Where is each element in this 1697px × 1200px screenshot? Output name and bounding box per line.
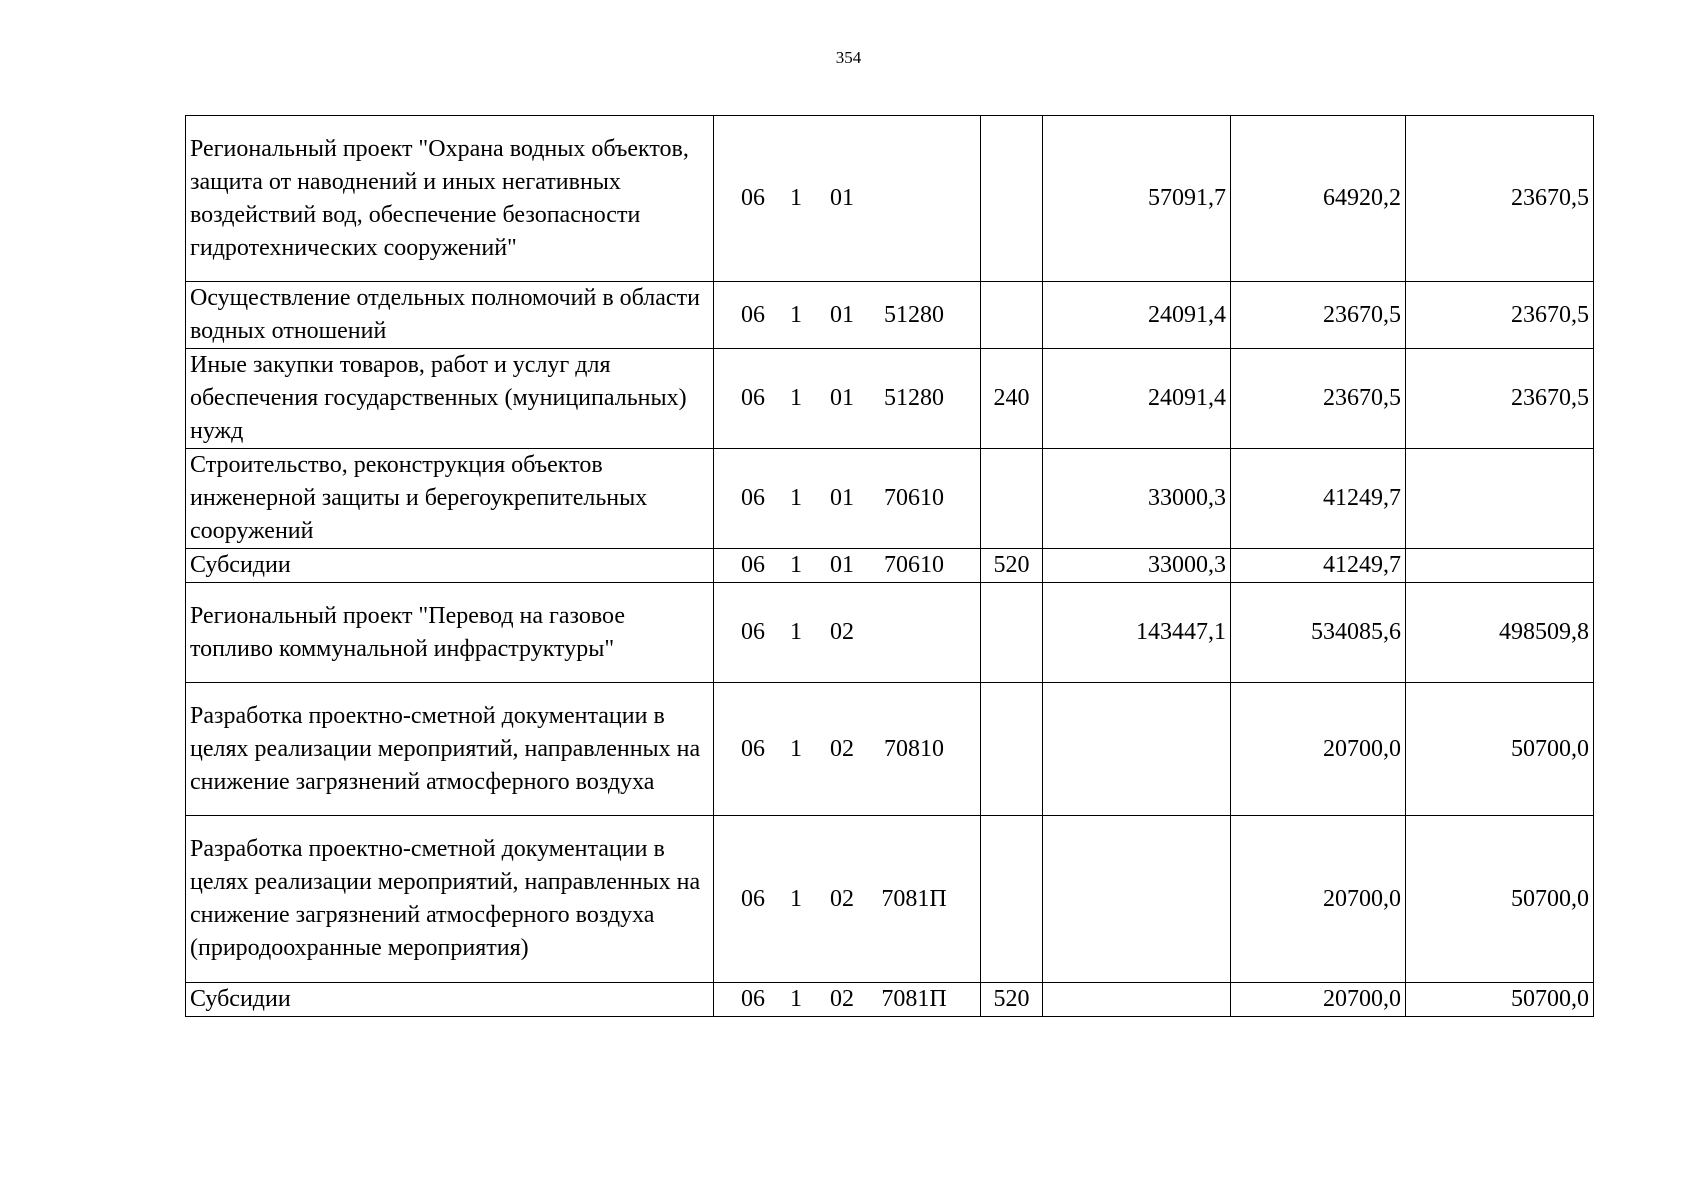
subprogram-code: 02	[830, 735, 854, 762]
amount-year-3: 498509,8	[1406, 583, 1594, 683]
amount-year-1: 33000,3	[1043, 549, 1231, 583]
amount-year-3: 50700,0	[1406, 983, 1594, 1017]
row-name: Осуществление отдельных полномочий в области водных отношений	[186, 282, 714, 349]
expense-type-code: 240	[981, 349, 1043, 449]
subprogram-code: 01	[830, 185, 854, 211]
amount-year-1: 24091,4	[1043, 282, 1231, 349]
expense-type-code	[981, 583, 1043, 683]
amount-year-2: 20700,0	[1231, 983, 1406, 1017]
section-code: 06	[741, 185, 765, 211]
row-codes	[714, 349, 981, 449]
row-codes	[714, 282, 981, 349]
program-code: 1	[790, 185, 802, 211]
direction-code: 70610	[884, 552, 944, 578]
section-code: 06	[741, 552, 765, 578]
table-row	[186, 449, 1594, 549]
subprogram-code: 01	[830, 552, 854, 578]
row-codes	[714, 449, 981, 549]
amount-year-2: 20700,0	[1231, 683, 1406, 816]
expense-type-code	[981, 282, 1043, 349]
table-row	[186, 116, 1594, 282]
amount-year-1	[1043, 816, 1231, 983]
amount-year-1: 24091,4	[1043, 349, 1231, 449]
subprogram-code: 01	[830, 385, 854, 411]
amount-year-3: 50700,0	[1406, 816, 1594, 983]
section-code: 06	[741, 735, 765, 762]
amount-year-2: 41249,7	[1231, 449, 1406, 549]
row-codes	[714, 983, 981, 1017]
subprogram-code: 01	[830, 485, 854, 511]
direction-code: 51280	[884, 385, 944, 411]
table-row	[186, 816, 1594, 983]
row-codes	[714, 816, 981, 983]
amount-year-3: 23670,5	[1406, 349, 1594, 449]
table-row	[186, 583, 1594, 683]
row-name: Разработка проектно-сметной документации в целях реализации мероприятий, направленных на снижение загрязнений атмосферного воздуха (природоохранные мероприятия)	[186, 816, 714, 983]
direction-code: 7081П	[881, 885, 947, 912]
row-codes	[714, 683, 981, 816]
program-code: 1	[790, 301, 802, 328]
row-name: Разработка проектно-сметной документации в целях реализации мероприятий, направленных на снижение загрязнений атмосферного воздуха	[186, 683, 714, 816]
program-code: 1	[790, 986, 802, 1012]
amount-year-1: 143447,1	[1043, 583, 1231, 683]
row-name: Строительство, реконструкция объектов инженерной защиты и берегоукрепительных сооружений	[186, 449, 714, 549]
row-name: Иные закупки товаров, работ и услуг для обеспечения государственных (муниципальных) нужд	[186, 349, 714, 449]
table-row	[186, 549, 1594, 583]
program-code: 1	[790, 552, 802, 578]
section-code: 06	[741, 619, 765, 645]
section-code: 06	[741, 986, 765, 1012]
table-row	[186, 282, 1594, 349]
section-code: 06	[741, 301, 765, 328]
table-row	[186, 683, 1594, 816]
section-code: 06	[741, 485, 765, 511]
amount-year-1: 33000,3	[1043, 449, 1231, 549]
row-codes	[714, 549, 981, 583]
subprogram-code: 02	[830, 986, 854, 1012]
expense-type-code: 520	[981, 549, 1043, 583]
amount-year-1	[1043, 683, 1231, 816]
row-codes	[714, 583, 981, 683]
amount-year-1	[1043, 983, 1231, 1017]
subprogram-code: 01	[830, 301, 854, 328]
direction-code: 70810	[884, 735, 944, 762]
row-name: Субсидии	[186, 549, 714, 583]
amount-year-2: 534085,6	[1231, 583, 1406, 683]
row-name: Региональный проект "Перевод на газовое топливо коммунальной инфраструктуры"	[186, 583, 714, 683]
amount-year-3: 50700,0	[1406, 683, 1594, 816]
amount-year-3: 23670,5	[1406, 282, 1594, 349]
program-code: 1	[790, 735, 802, 762]
page-number: 354	[835, 48, 862, 67]
direction-code: 51280	[884, 301, 944, 328]
program-code: 1	[790, 385, 802, 411]
amount-year-1: 57091,7	[1043, 116, 1231, 282]
row-codes	[714, 116, 981, 282]
budget-table	[185, 115, 1594, 1017]
amount-year-2: 23670,5	[1231, 282, 1406, 349]
amount-year-2: 20700,0	[1231, 816, 1406, 983]
amount-year-2: 64920,2	[1231, 116, 1406, 282]
table-row	[186, 983, 1594, 1017]
amount-year-3: 23670,5	[1406, 116, 1594, 282]
row-name: Субсидии	[186, 983, 714, 1017]
expense-type-code	[981, 816, 1043, 983]
table-row	[186, 349, 1594, 449]
amount-year-2: 23670,5	[1231, 349, 1406, 449]
direction-code: 7081П	[881, 986, 947, 1012]
subprogram-code: 02	[830, 885, 854, 912]
amount-year-3	[1406, 549, 1594, 583]
program-code: 1	[790, 619, 802, 645]
amount-year-3	[1406, 449, 1594, 549]
expense-type-code	[981, 116, 1043, 282]
section-code: 06	[741, 885, 765, 912]
program-code: 1	[790, 485, 802, 511]
expense-type-code: 520	[981, 983, 1043, 1017]
expense-type-code	[981, 449, 1043, 549]
subprogram-code: 02	[830, 619, 854, 645]
section-code: 06	[741, 385, 765, 411]
row-name: Региональный проект "Охрана водных объектов, защита от наводнений и иных негативных воздействий вод, обеспечение безопасности гидротехнических сооружений"	[186, 116, 714, 282]
program-code: 1	[790, 885, 802, 912]
direction-code: 70610	[884, 485, 944, 511]
expense-type-code	[981, 683, 1043, 816]
amount-year-2: 41249,7	[1231, 549, 1406, 583]
